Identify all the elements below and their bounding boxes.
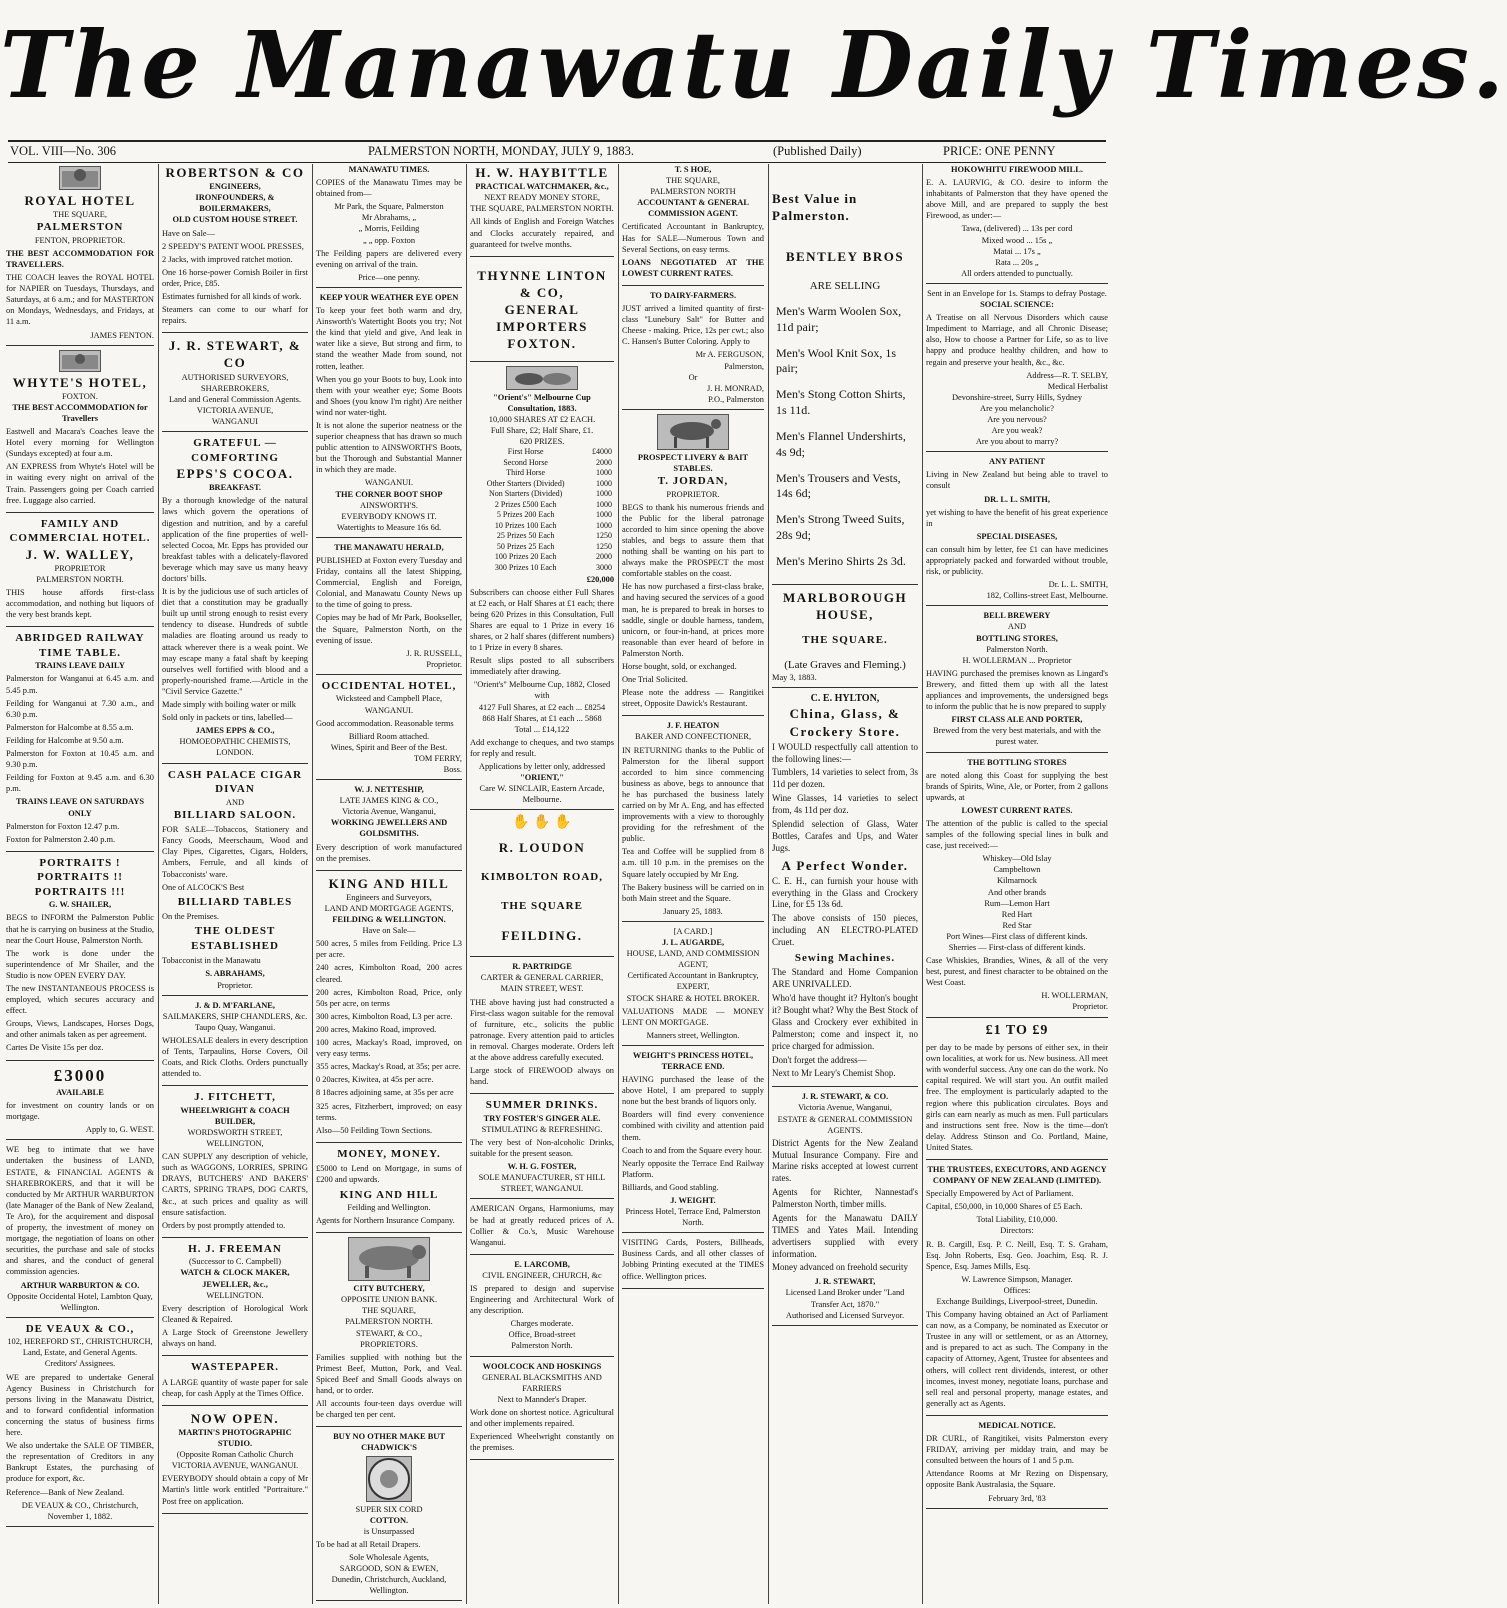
prize-amount: £4000	[592, 446, 612, 456]
glove-icons: ✋ ✋ ✋	[512, 815, 572, 831]
prize-amount: 1250	[596, 531, 612, 541]
ad-thynne-linton: THYNNE LINTON & CO, GENERAL IMPORTERS FOXTON.	[470, 261, 614, 362]
masthead	[0, 0, 1507, 130]
column-rule	[768, 164, 769, 1604]
prize-label: 25 Prizes 50 Each	[496, 531, 555, 541]
published-note: (Published Daily)	[773, 144, 862, 158]
ad-chadwicks-cotton: BUY NO OTHER MAKE BUT CHADWICK'S SUPER SIX CORD COTTON. is Unsurpassed To be had at all Retail Drapers. Sole Wholesale Agents, SARGOOD, SON & EWEN, Dunedin, Christchurch, Auckland, Wellington.	[316, 1431, 462, 1601]
ad-summer-drinks: SUMMER DRINKS. TRY FOSTER'S GINGER ALE. STIMULATING & REFRESHING. The very best of Non-alcoholic Drinks, suitable for the present season. W. H. G. FOSTER, SOLE MANUFACTURER, ST HILL STREET, WANGANUI.	[470, 1098, 614, 1199]
ad-american-organs: AMERICAN Organs, Harmoniums, may be had at greatly reduced prices of A. Collier & Co.'s, Music Warehouse Wanganui.	[470, 1203, 614, 1254]
ad-work-for-us: £1 TO £9 per day to be made by persons of either sex, in their own localities, at work for us. New business. All meet with wonderful success. Any one can do the work. No capital required. We will start you. An outfit mailed free. The employment is particularly adapted to the region where this publication circulates. Boys and girls can earn nearly as much as men. Full particulars and instructions sent free. Now is the time—don't delay. Address Stinson and Co. Portland, Maine, United States.	[926, 1022, 1108, 1160]
ad-dr-smith: ANY PATIENT Living in New Zealand but being able to travel to consult DR. L. L. SMITH, yet wishing to have the benefit of his great experience in SPECIAL DISEASES, can consult him by letter, fee £1 can have medicines appropriately packed and forwarded without trouble, risk, or publicity. Dr. L. L. SMITH, 182, Collins-street East, Melbourne.	[926, 456, 1108, 606]
prize-amount: 2000	[596, 552, 612, 562]
prize-row	[470, 468, 614, 479]
prize-row	[470, 510, 614, 521]
ad-hokowhitu-firewood: HOKOWHITU FIREWOOD MILL. E. A. LAURVIG, & CO. desire to inform the inhabitants of Palmerston that they have opened the above Mill, and are prepared to supply the best Firewood, as under:— Tawa, (delivered) ... 13s per cord Mixed wood ... 15s „ Matai ... 17s „ Rata ... 20s „ All orders attended to punctually.	[926, 164, 1108, 284]
column-rule	[922, 164, 923, 1604]
prize-label: Non Starters (Divided)	[488, 489, 563, 499]
ad-partridge: R. PARTRIDGE CARTER & GENERAL CARRIER, MAIN STREET, WEST. THE above having just had constructed a First-class wagon suitable for the removal of furniture, etc., solicits the public patronage. Every attention paid to articles in removal. Charges moderate. Orders left at the above address carefully executed. Large stock of FIREWOOD always on hand.	[470, 961, 614, 1094]
column-rule	[466, 164, 467, 1604]
prize-row	[470, 521, 614, 532]
ad-city-butchery: CITY BUTCHERY, OPPOSITE UNION BANK. THE SQUARE, PALMERSTON NORTH. STEWART, & CO., PROPRIETORS. Families supplied with nothing but the Primest Beef, Mutton, Pork, and Veal. Spiced Beef and Small Goods always on hand, or to order. All accounts four-teen days overdue will be charged ten per cent.	[316, 1237, 462, 1427]
ad-royal-hotel: ROYAL HOTEL THE SQUARE, PALMERSTON FENTON, PROPRIETOR. THE BEST ACCOMMODATION FOR TRAVELLERS. THE COACH leaves the ROYAL HOTEL for NAPIER on Tuesdays, Thursdays, and Saturdays, at 6 a.m.; and for MASTERTON on Mondays, Wednesdays, and Fridays, at 11 a.m. JAMES FENTON.	[6, 166, 154, 346]
prize-row	[470, 542, 614, 553]
column-5	[622, 164, 764, 1604]
price-list-item: Men's Strong Tweed Suits, 28s 9d;	[776, 512, 905, 543]
prize-row	[470, 479, 614, 490]
prize-label: 100 Prizes 20 Each	[494, 552, 557, 562]
horse-illustration-icon	[657, 414, 729, 450]
cotton-reel-seal-icon	[366, 1456, 412, 1502]
ad-money-available: £3000 AVAILABLE for investment on country lands or on mortgage. Apply to, G. WEST.	[6, 1065, 154, 1141]
price-list-item: Men's Flannel Undershirts, 4s 9d;	[776, 428, 906, 459]
column-rule	[618, 164, 619, 1604]
ad-stewart-surveyors: J. R. STEWART, & CO AUTHORISED SURVEYORS, SHAREBROKERS, Land and General Commission Agents. VICTORIA AVENUE, WANGANUI	[162, 337, 308, 432]
dateline	[8, 140, 1106, 163]
newspaper-title: The Manawatu Daily Times.	[0, 11, 1507, 119]
ad-mcfarlane: J. & D. M'FARLANE, SAILMAKERS, SHIP CHANDLERS, &c. Taupo Quay, Wanganui. WHOLESALE dealers in every description of Tents, Tarpaulins, Horse Covers, Oil Coats, and Rick Cloths. Orders punctually attended to.	[162, 1000, 308, 1087]
prize-label: 5 Prizes 200 Each	[496, 510, 555, 520]
price: PRICE: ONE PENNY	[943, 144, 1056, 158]
royal-crest-icon	[59, 166, 101, 190]
prize-label: Second Horse	[503, 457, 548, 467]
price-list-item: Men's Stong Cotton Shirts, 1s 11d.	[776, 387, 906, 418]
volume-number: VOL. VIII—No. 306	[10, 144, 117, 158]
prize-amount: 1250	[596, 541, 612, 551]
ad-robertson: ROBERTSON & CO ENGINEERS, IRONFOUNDERS, & BOILERMAKERS, OLD CUSTOM HOUSE STREET. Have on Sale— 2 SPEEDY'S PATENT WOOL PRESSES, 2 Jacks, with improved ratchet motion. One 16 horse-power Cornish Boiler in first order, Price, £85. Estimates furnished for all kinds of work. Steamers can come to our wharf for repairs.	[162, 164, 308, 333]
prize-table	[470, 447, 614, 574]
ad-whytes-hotel: WHYTE'S HOTEL, FOXTON. THE BEST ACCOMMODATION for Travellers Eastwell and Macara's Coaches leave the Hotel every morning for Wellington (Sundays excepted) at four a.m. AN EXPRESS from Whyte's Hotel will be in waiting every night on arrival of the Train. Passengers going per Coach carried free. Luggage also carried.	[6, 350, 154, 513]
ad-hoe-accountant: T. S HOE, THE SQUARE, PALMERSTON NORTH ACCOUNTANT & GENERAL COMMISSION AGENT. Certificated Accountant in Bankruptcy, Has for SALE—Numerous Town and Several Sections, on easy terms. LOANS NEGOTIATED AT THE LOWEST CURRENT RATES.	[622, 164, 764, 286]
ad-railway-timetable: ABRIDGED RAILWAY TIME TABLE. TRAINS LEAVE DAILY Palmerston for Wanganui at 6.45 a.m. and 5.45 p.m. Feilding for Wanganui at 7.30 a.m., and 6.30 p.m. Palmerston for Halcombe at 8.55 a.m. Feilding for Halcombe at 9.50 a.m. Palmerston for Foxton at 10.45 a.m. and 9.30 p.m. Feilding for Foxton at 9.45 a.m. and 6.30 p.m. TRAINS LEAVE ON SATURDAYS ONLY Palmerston for Foxton 12.47 p.m. Foxton for Palmerston 2.40 p.m.	[6, 631, 154, 851]
ad-warburton: WE beg to intimate that we have undertaken the business of LAND, ESTATE, & FINANCIAL AGENTS & SHAREBROKERS, and that it will be conducted by Mr ARTHUR WARBURTON (late Manager of the Bank of New Zealand, Te Aro), for the acquirement and disposal of property, the investment of money on mortgage, the negotiation of loans on other securities, the purchase and sale of stocks and shares, and the conduct of general commission agencies. ARTHUR WARBURTON & CO. Opposite Occidental Hotel, Lambton Quay, Wellington.	[6, 1144, 154, 1317]
prize-amount: 2000	[596, 457, 612, 467]
ad-weights-hotel: WEIGHT'S PRINCESS HOTEL, TERRACE END. HAVING purchased the lease of the above Hotel, I am prepared to supply none but the best brands of liquors only. Boarders will find every convenience combined with civility and attention paid them. Coach to and from the Square every hour. Nearly opposite the Terrace End Railway Platform. Billiards, and Good stabling. J. WEIGHT. Princess Hotel, Terrace End, Palmerston North.	[622, 1050, 764, 1233]
prize-label: Third Horse	[506, 468, 546, 478]
column-rule	[312, 164, 313, 1604]
ad-de-veaux: DE VEAUX & CO., 102, HEREFORD ST., CHRISTCHURCH, Land, Estate, and General Agents. Creditors' Assignees. WE are prepared to undertake General Agency Business in Christchurch for persons living in the Manawatu District, and to forward confidential information concerning the status of business firms here. We also undertake the SALE OF TIMBER, the representation of Creditors in any Bankrupt Estates, the purchasing of produce for export, &c. Reference—Bank of New Zealand. DE VEAUX & CO., Christchurch, November 1, 1882.	[6, 1322, 154, 1527]
place-date: PALMERSTON NORTH, MONDAY, JULY 9, 1883.	[368, 144, 634, 158]
column-3	[316, 164, 462, 1604]
prize-row	[470, 552, 614, 563]
prize-amount: 1000	[596, 468, 612, 478]
bentley-price-list	[772, 304, 918, 570]
column-2	[162, 164, 308, 1604]
ad-stewart-agents: J. R. STEWART, & CO. Victoria Avenue, Wanganui, ESTATE & GENERAL COMMISSION AGENTS. District Agents for the New Zealand Mutual Insurance Company. Fire and Marine risks accepted at lowest current rates. Agents for Richter, Nannestad's Palmerston North, timber mills. Agents for the Manawatu DAILY TIMES and Yates Mail. Intending advertisers supplied with every information. Money advanced on freehold security J. R. STEWART, Licensed Land Broker under "Land Transfer Act, 1870." Authorised and Licensed Surveyor.	[772, 1091, 918, 1325]
ad-orient-consultation: "Orient's" Melbourne Cup Consultation, 1883. 10,000 SHARES AT £2 EACH. Full Share, £2; Half Share, £1. 620 PRIZES. First Horse £4000 Second Horse 2000 Third Horse 1000 Other Starters (Divided) 1000 Non Starters (Divided) 1000 2 Prizes £500 Each 1000 5 Prizes 200 Each 1000 10 Prizes 100 Each 1000 25 Prizes 50 Each 1250 50 Prizes 25 Each 1250 100 Prizes 20 Each 2000 300 Prizes 10 Each 3000 £20,000 Subscribers can choose either Full Shares at £2 each, or Half Shares at £1 each; there being 620 Prizes in this Consultation, Full Shares are equal to 1 Prize in every 16 shares, or 2 half shares (different numbers) to 1 Prize in every 8 shares. Result slips posted to all subscribers immediately after drawing. "Orient's" Melbourne Cup, 1882, Closed with 4127 Full Shares, at £2 each ... £8254 868 Half Shares, at £1 each ... 5868 Total ... £14,122 Add exchange to cheques, and two stamps for reply and result. Applications by letter only, addressed "ORIENT," Care W. SINCLAIR, Eastern Arcade, Melbourne.	[470, 366, 614, 811]
price-list-item: Men's Warm Woolen Sox, 11d pair;	[776, 303, 902, 334]
ad-fitchett: J. FITCHETT, WHEELWRIGHT & COACH BUILDER, WORDSWORTH STREET, WELLINGTON, CAN SUPPLY any description of vehicle, such as WAGGONS, LORRIES, SPRING DRAYS, BUTCHERS' AND BAKERS' CARTS, SPRING TRAPS, DOG CARTS, &c., at such prices and quality as will ensure satisfaction. Orders by post promptly attended to.	[162, 1090, 308, 1238]
prize-row	[470, 489, 614, 500]
ad-family-hotel: FAMILY AND COMMERCIAL HOTEL. J. W. WALLEY, PROPRIETOR PALMERSTON NORTH. THIS house affords first-class accommodation, and nothing but liquors of the very best brands kept.	[6, 517, 154, 628]
prize-row	[470, 458, 614, 469]
prize-row	[470, 500, 614, 511]
prize-amount: 1000	[596, 478, 612, 488]
ad-social-science: Sent in an Envelope for 1s. Stamps to defray Postage. SOCIAL SCIENCE: A Treatise on all Nervous Disorders which cause Impediment to Marriage, and all Chronic Disease; also, How to choose a Partner for Life, so as to live happy and produce healthy children, and how to regain and preserve your health, &c., &c. Address—R. T. SELBY, Medical Herbalist Devonshire-street, Surry Hills, Sydney Are you melancholic? Are you nervous? Are you weak? Are you about to marry?	[926, 288, 1108, 452]
price-list-item: Men's Trousers and Vests, 14s 6d;	[776, 470, 901, 501]
prize-row	[470, 531, 614, 542]
prize-amount: 1000	[596, 489, 612, 499]
ad-loudon: ✋ ✋ ✋ R. LOUDON KIMBOLTON ROAD, THE SQUARE FEILDING.	[470, 814, 614, 957]
column-7	[926, 164, 1108, 1604]
ad-trustees-company: THE TRUSTEES, EXECUTORS, AND AGENCY COMPANY OF NEW ZEALAND (LIMITED). Specially Empowered by Act of Parliament. Capital, £50,000, in 10,000 Shares of £5 Each. Total Liability, £10,000. Directors: R. B. Cargill, Esq. P. C. Neill, Esq. T. S. Graham, Esq. John Roberts, Esq. Geo. Joachim, Esq. R. J. Spence, Esq. James Mills, Esq. W. Lawrence Simpson, Manager. Offices: Exchange Buildings, Liverpool-street, Dunedin. This Company having obtained an Act of Parliament can now, as a Company, be nominated as Executor or Trustee in any will or settlement, or as an Attorney, and is prepared to act as such. The Company in the capacity of Attorney, Agent, Trustee for absentees and others, will collect rent dividends, interest, or other incomes, invest money, negotiate loans, purchase and sell real and personal property, manage estates, and generally act as Agents.	[926, 1164, 1108, 1416]
ad-bentley-bros: BENTLEY BROS ARE SELLING Men's Warm Woolen Sox, 11d pair; Men's Wool Knit Sox, 1s pair; Men's Stong Cotton Shirts, 1s 11d. Men's Flannel Undershirts, 4s 9d; Men's Trousers and Vests, 14s 6d; Men's Strong Tweed Suits, 28s 9d; Men's Merino Shirts 2s 3d.	[772, 248, 918, 584]
prize-row	[470, 447, 614, 458]
ad-medical-notice: MEDICAL NOTICE. DR CURL, of Rangitikei, visits Palmerston every FRIDAY, arriving per midday train, and may be consulted between the hours of 1 and 5 p.m. Attendance Rooms at Mr Rezing on Dispensary, opposite Bank Australasia, the Square. February 3rd, '83	[926, 1420, 1108, 1509]
prize-label: 50 Prizes 25 Each	[496, 541, 555, 551]
price-list-item: Men's Wool Knit Sox, 1s pair;	[776, 345, 896, 376]
prize-amount: 1000	[596, 520, 612, 530]
ad-money-king-hill: MONEY, MONEY. £5000 to Lend on Mortgage, in sums of £200 and upwards. KING AND HILL Feilding and Wellington. Agents for Northern Insurance Company.	[316, 1147, 462, 1233]
column-rule	[158, 164, 159, 1604]
ad-ainsworth-boots: KEEP YOUR WEATHER EYE OPEN To keep your feet both warm and dry, Ainsworth's Watertight Boots you try; Not the kind that yield and give, And leak in water like a sieve, But strong and firm, to stand the weather Made from sound, not rotten, leather. When you go your Boots to buy, Look into them with your weather eye; Some Boots and Shoes (you know I'm right) Are neither wind nor water-tight. It is not alone the superior neatness or the superior cheapness that has drawn so much public attention to AINSWORTH'S Boots, but the Thorough and Substantial Manner in which they are made. WANGANUI. THE CORNER BOOT SHOP AINSWORTH'S. EVERYBODY KNOWS IT. Watertights to Measure 16s 6d.	[316, 292, 462, 538]
ad-bell-brewery: BELL BREWERY AND BOTTLING STORES, Palmerston North. H. WOLLERMAN ... Proprietor HAVING purchased the premises known as Lingard's Brewery, and fitted them up with all the latest appliances and improvements, the undersigned begs to inform the public that he is now prepared to supply FIRST CLASS ALE AND PORTER, Brewed from the very best materials, and with the purest water.	[926, 610, 1108, 752]
ad-dairy-farmers: TO DAIRY-FARMERS. JUST arrived a limited quantity of first-class "Lunebury Salt" for Butter and Cheese - making. Price, 12s per cwt.; also C. Hansen's Butter Coloring. Apply to Mr A. FERGUSON, Palmerston, Or J. H. MONRAD, P.O., Palmerston	[622, 290, 764, 410]
ad-netteship: W. J. NETTESHIP, LATE JAMES KING & CO., Victoria Avenue, Wanganui, WORKING JEWELLERS AND GOLDSMITHS. Every description of work manufactured on the premises.	[316, 784, 462, 871]
column-1	[6, 164, 154, 1604]
ad-portraits: PORTRAITS ! PORTRAITS !! PORTRAITS !!! G. W. SHAILER, BEGS to INFORM the Palmerston Public that he is carrying on business at the Studio, near the Court House, Palmerston North. The work is done under the superintendence of Mr Shailer, and the Studio is now OPEN EVERY DAY. The new INSTANTANEOUS PROCESS is employed, which secures accuracy and effect. Groups, Views, Landscapes, Horses Dogs, and other animals taken as per agreement. Cartes De Visite 15s per doz.	[6, 856, 154, 1061]
royal-crest-icon	[59, 350, 101, 372]
ad-larcomb: E. LARCOMB, CIVIL ENGINEER, CHURCH, &c IS prepared to design and supervise Engineering and Architectural Work of any description. Charges moderate. Office, Broad-street Palmerston North.	[470, 1259, 614, 1357]
prize-amount: 1000	[596, 510, 612, 520]
prize-amount: 3000	[596, 562, 612, 572]
ad-cigar-divan: CASH PALACE CIGAR DIVAN AND BILLIARD SALOON. FOR SALE—Tobaccos, Stationery and Fancy Goods, Meerschaum, Wood and Clay Pipes, Cigarettes, Cigars, Holders, Ambers, Ferrule, and all kinds of Tobacconists' ware. One of ALCOCK'S Best BILLIARD TABLES On the Premises. THE OLDEST ESTABLISHED Tobacconist in the Manawatu S. ABRAHAMS, Proprietor.	[162, 768, 308, 996]
ad-haybittle: H. W. HAYBITTLE PRACTICAL WATCHMAKER, &c., NEXT READY MONEY STORE, THE SQUARE, PALMERSTON NORTH. All kinds of English and Foreign Watches and Clocks accurately repaired, and guaranteed for twelve months.	[470, 164, 614, 257]
ad-king-and-hill: KING AND HILL Engineers and Surveyors, LAND AND MORTGAGE AGENTS, FEILDING & WELLINGTON. Have on Sale— 500 acres, 5 miles from Feilding. Price L3 per acre. 240 acres, Kimbolton Road, 200 acres cleared. 200 acres, Kimbolton Road, Price, only 50s per acre, on terms 300 acres, Kimbolton Road, L3 per acre. 200 acres, Makino Road, improved. 100 acres, Mackay's Road, improved, on very easy terms. 355 acres, Mackay's Road, at 35s; per acre. 0 20acres, Kiwitea, at 45s per acre. 8 18acres adjoining same, at 35s per acre 325 acres, Fitzherbert, improved; on easy terms. Also—50 Feilding Town Sections.	[316, 875, 462, 1143]
ad-augarde: [A CARD.] J. L. AUGARDE, HOUSE, LAND, AND COMMISSION AGENT, Certificated Accountant in Bankruptcy, EXPERT, STOCK SHARE & HOTEL BROKER. VALUATIONS MADE — MONEY LENT ON MORTGAGE. Manners street, Wellington.	[622, 926, 764, 1046]
ad-visiting-cards: VISITING Cards, Posters, Billheads, Business Cards, and all other classes of Jobbing Printing executed at the TIMES office. Wellington prices.	[622, 1237, 764, 1288]
horse-race-illustration-icon	[506, 366, 578, 390]
ad-manawatu-times: MANAWATU TIMES. COPIES of the Manawatu Times may be obtained from— Mr Park, the Square, Palmerston Mr Abrahams, „ „ Morris, Feilding „ „ opp. Foxton The Feilding papers are delivered every evening on arrival of the train. Price—one penny.	[316, 164, 462, 288]
ad-epps-cocoa: GRATEFUL — COMFORTING EPPS'S COCOA. BREAKFAST. By a thorough knowledge of the natural laws which govern the operations of digestion and nutrition, and by a careful application of the fine properties of well-selected Cocoa, Mr. Epps has provided our breakfast tables with a delicately-flavored beverage which may save us many heavy doctors' bills. It is by the judicious use of such articles of diet that a constitution may be gradually built up until strong enough to resist every tendency to disease. Hundreds of subtle maladies are floating around us ready to attack wherever there is a weak point. We may escape many a fatal shaft by keeping ourselves well fortified with blood and a properly-nourished frame.—Article in the "Civil Service Gazette." Made simply with boiling water or milk Sold only in packets or tins, labelled— JAMES EPPS & CO., HOMOEOPATHIC CHEMISTS, LONDON.	[162, 436, 308, 763]
prize-label: Other Starters (Divided)	[486, 478, 565, 488]
ad-best-value: Best Value in Palmerston.	[772, 191, 858, 224]
ad-prospect-livery: PROSPECT LIVERY & BAIT STABLES. T. JORDAN, PROPRIETOR. BEGS to thank his numerous friends and the Public for the liberal patronage accorded to him since opening the above stables, and begs to assure them that nothing shall be wanting on his part to always make the PROSPECT the most comfortable stables on the coast. He has now purchased a first-class brake, and having secured the services of a good man, he is prepared to break in horses to saddle, single or double harness, tandem, unicorn, or four-in-hand, at prices more reasonable than ever heard of before in Palmerston North. Horse bought, sold, or exchanged. One Trial Solicited. Please note the address — Rangitikei street, Opposite Dawick's Restaurant.	[622, 414, 764, 716]
column-4	[470, 164, 614, 1604]
prize-label: First Horse	[507, 446, 544, 456]
ad-woolcock-hoskings: WOOLCOCK AND HOSKINGS GENERAL BLACKSMITHS AND FARRIERS Next to Mannder's Draper. Work done on shortest notice. Agricultural and other implements repaired. Experienced Wheelwright constantly on the premises.	[470, 1361, 614, 1461]
prize-label: 2 Prizes £500 Each	[494, 499, 557, 509]
ad-martins-studio: NOW OPEN. MARTIN'S PHOTOGRAPHIC STUDIO. (Opposite Roman Catholic Church VICTORIA AVENUE, WANGANUI. EVERYBODY should obtain a copy of Mr Martin's little work entitled "Portraiture." Post free on application.	[162, 1410, 308, 1514]
bull-illustration-icon	[348, 1237, 430, 1281]
ad-bottling-stores: THE BOTTLING STORES are noted along this Coast for supplying the best brands of Spirits, Wine, Ale, or Porter, from 2 gallons upwards, at LOWEST CURRENT RATES. The attention of the public is called to the special samples of the following special lines in bulk and case, just received:— Whiskey—Old Islay Campbeltown Kilmarnock And other brands Rum—Lemon Hart Red Hart Red Star Port Wines—First class of different kinds. Sherries — First-class of different kinds. Case Whiskies, Brandies, Wines, & all of the very best, purest, and finest character to be obtained on the West Coast. H. WOLLERMAN, Proprietor.	[926, 757, 1108, 1018]
ad-occidental-hotel: OCCIDENTAL HOTEL, Wicksteed and Campbell Place, WANGANUI. Good accommodation. Reasonable terms Billiard Room attached. Wines, Spirit and Beer of the Best. TOM FERRY, Boss.	[316, 679, 462, 780]
ad-heaton-baker: J. F. HEATON BAKER AND CONFECTIONER, IN RETURNING thanks to the Public of Palmerston for the liberal support accorded to him since commencing business as above, begs to announce that he has purchased the business lately carried on by Mr A. Eng, and has effected improvements with a view to thoroughly providing for the refreshment of the public. Tea and Coffee will be supplied from 8 a.m. till 10 p.m. in the premises on the Square lately occupied by Mr Eng. The Bakery business will be carried on in both Main street and the Square. January 25, 1883.	[622, 720, 764, 922]
column-6	[772, 164, 918, 1604]
ad-marlborough-house: MARLBOROUGH HOUSE, THE SQUARE. (Late Graves and Fleming.) May 3, 1883.	[772, 589, 918, 688]
ad-hylton-china: C. E. HYLTON, China, Glass, & Crockery Store. I WOULD respectfully call attention to the following lines:— Tumblers, 14 varieties to select from, 3s 11d per dozen. Wine Glasses, 14 varieties to select from, 4s 11d per doz. Splendid selection of Glass, Water Bottles, Carafes and Ups, and Water Jugs. A Perfect Wonder. C. E. H., can furnish your house with everything in the Glass and Crockery Line, for £5 13s 6d. The above consists of 150 pieces, including AN ELECTRO-PLATED Cruet. Sewing Machines. The Standard and Home Companion ARE UNRIVALLED. Who'd have thought it? Hylton's bought it? Bought what? Why the Best Stock of Glass and Crockery ever exhibited in Palmerston; come and inspect it, no price charged for admission. Don't forget the address— Next to Mr Leary's Chemist Shop.	[772, 692, 918, 1087]
ad-wastepaper: WASTEPAPER. A LARGE quantity of waste paper for sale cheap, for cash Apply at the Times Office.	[162, 1360, 308, 1406]
prize-label: 300 Prizes 10 Each	[494, 562, 557, 572]
prize-label: 10 Prizes 100 Each	[494, 520, 557, 530]
prize-amount: 1000	[596, 499, 612, 509]
price-list-item: Men's Merino Shirts 2s 3d.	[776, 553, 906, 568]
prize-row	[470, 563, 614, 574]
ad-freeman: H. J. FREEMAN (Successor to C. Campbell) WATCH & CLOCK MAKER, JEWELLER, &c., WELLINGTON. Every description of Horological Work Cleaned & Repaired. A Large Stock of Greenstone Jewellery always on hand.	[162, 1242, 308, 1356]
ad-manawatu-herald: THE MANAWATU HERALD, PUBLISHED at Foxton every Tuesday and Friday, contains all the latest Shipping, Commercial, English and Foreign, Colonial, and Manawatu County News up to the time of going to press. Copies may be had of Mr Park, Bookseller, the Square, Palmerston North, on the evening of issue. J. R. RUSSELL, Proprietor.	[316, 542, 462, 675]
